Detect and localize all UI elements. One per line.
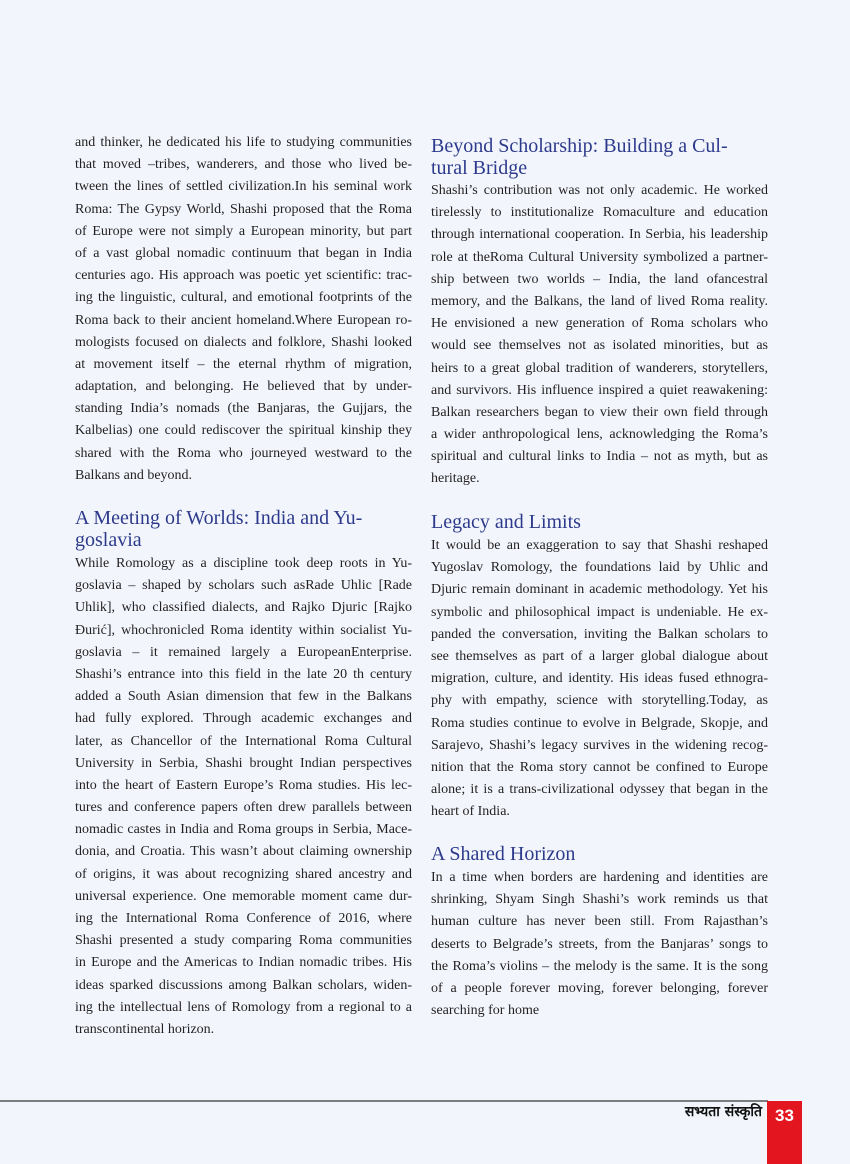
text-line: ship between two worlds – India, the land ofancestral [431,271,768,287]
text-line: searching for home [431,1003,540,1019]
text-line: heirs to a great global tradition of wanderers, storytellers, [431,360,768,376]
text-line: into the heart of Eastern Europe’s Roma studies. His lec- [75,777,412,793]
beyond-paragraph [431,180,768,491]
intro-paragraph [75,132,412,487]
section-heading-meeting-of-worlds [75,507,412,551]
text-line: of a vast global nomadic continuum that began in India [75,245,412,261]
text-line: tween the lines of settled civilization.In his seminal work [75,179,412,195]
text-line: Roma back to their ancient homeland.Where European ro- [75,312,412,328]
text-line: ing the International Roma Conference of 2016, where [75,911,412,926]
text-line: tirelessly to institutionalize Romaculture and education [431,205,768,221]
text-line: tural Bridge [431,157,528,179]
text-line: through international cooperation. In Serbia, his leadership [431,227,768,243]
text-line: and survivors. His influence inspired a quiet reawakening: [431,382,768,398]
text-line: deserts to Belgrade’s streets, from the Banjaras’ songs to [431,936,768,952]
text-line: While Romology as a discipline took deep roots in Yu- [75,556,412,571]
text-line: adaptation, and belonging. He believed that by under- [75,379,412,395]
text-line: Balkans and beyond. [75,467,193,483]
text-line: ing the intellectual lens of Romology from a regional to a [75,999,412,1015]
text-line: mologists focused on dialects and folklore, Shashi looked [75,334,412,350]
text-line: Roma studies continue to evolve in Belgrade, Skopje, and [431,715,768,731]
text-line: migration, culture, and identity. His ideas fused ethnogra- [431,671,768,687]
text-line: goslavia [75,529,142,551]
text-line: universal experience. One memorable moment came dur- [75,888,412,904]
text-line: It would be an exaggeration to say that Shashi reshaped [431,538,768,553]
page-number-box [767,1101,802,1164]
legacy-paragraph [431,535,768,823]
text-line: University in Serbia, Shashi brought Indian perspectives [75,755,412,771]
text-line: ideas sparked discussions among Balkan scholars, widen- [75,977,412,993]
text-line: In a time when borders are hardening and identities are [431,870,768,885]
text-line: Shashi’s contribution was not only academic. He worked [431,183,768,198]
text-line: Beyond Scholarship: Building a Cul- [431,135,728,157]
text-line: memory, and the Balkans, the land of lived Roma reality. [431,293,768,309]
text-line: role at theRoma Cultural University symbolized a partner- [431,249,768,265]
text-line: Yugoslav Romology, the foundations laid by Uhlic and [431,560,768,576]
text-line: A Meeting of Worlds: India and Yu- [75,507,363,529]
text-line: see themselves as part of a larger global dialogue about [431,648,768,664]
page-number: 33 [775,1106,794,1125]
text-line: ing the linguistic, cultural, and emotional footprints of the [75,290,412,306]
text-line: transcontinental horizon. [75,1021,215,1037]
footer-divider [0,1100,768,1102]
text-line: Djuric remain dominant in academic methodology. Yet his [431,582,768,598]
text-line: in Europe and the Americas to Indian nomadic tribes. His [75,955,412,971]
text-line: of a people forever moving, forever belonging, forever [431,980,768,996]
text-line: Legacy and Limits [431,511,581,533]
text-line: had fully explored. Through academic exchanges and [75,711,412,727]
text-line: later, as Chancellor of the International Roma Cultural [75,733,412,749]
text-line: tures and conference papers often drew parallels between [75,800,412,816]
magazine-name: सभ्यता संस्कृति [684,1104,762,1120]
meeting-paragraph [75,553,412,1041]
text-line: at movement itself – the eternal rhythm of migration, [75,356,412,372]
text-line: added a South Asian dimension that few in the Balkans [75,689,412,705]
text-line: shared with the Roma who journeyed westward to the [75,445,412,461]
text-line: Balkan researchers began to view their own field through [431,404,768,420]
text-line: A Shared Horizon [431,843,576,865]
text-line: alone; it is a trans-civilizational odyssey that began in the [431,782,768,798]
text-line: nition that the Roma story cannot be confined to Europe [431,759,768,775]
text-line: donia, and Croatia. This wasn’t about claiming ownership [75,844,412,860]
text-line: goslavia – shaped by scholars such asRade Uhlic [Rade [75,578,412,594]
text-line: of Europe were not simply a European minority, but part [75,223,412,239]
section-heading-shared-horizon [431,843,768,865]
text-line: heart of India. [431,804,510,820]
text-line: standing India’s nomads (the Banjaras, the Gujjars, the [75,401,412,417]
text-line: Shashi presented a study comparing Roma communities [75,933,412,949]
text-line: that moved –tribes, wanderers, and those who lived be- [75,157,412,173]
text-line: nomadic castes in India and Roma groups in Serbia, Mace- [75,822,412,838]
text-line: goslavia – it remained largely a EuropeanEnterprise. [75,644,412,660]
text-line: and thinker, he dedicated his life to studying communities [75,135,412,150]
text-line: of origins, it was about recognizing shared ancestry and [75,866,412,882]
text-line: spiritual and cultural links to India – not as myth, but as [431,449,768,465]
text-line: Kalbelias) one could rediscover the spiritual kinship they [75,423,412,439]
text-line: panded the conversation, inviting the Balkan scholars to [431,626,768,642]
text-line: Đurić], whochronicled Roma identity within socialist Yu- [75,622,412,638]
text-line: Roma: The Gypsy World, Shashi proposed that the Roma [75,201,412,217]
text-line: Uhlik], who classified dialects, and Rajko Djuric [Rajko [75,600,412,616]
text-line: He envisioned a new generation of Roma scholars who [431,316,768,332]
text-line: Shashi’s entrance into this field in the late 20 th century [75,666,412,682]
text-line: would see themselves not as isolated minorities, but as [431,338,768,354]
text-line: human culture has never been still. From Rajasthan’s [431,914,768,930]
text-line: shrinking, Shyam Singh Shashi’s work reminds us that [431,892,768,908]
text-line: symbolic and philosophical impact is undeniable. He ex- [431,604,768,620]
horizon-paragraph [431,867,768,1022]
text-line: the Roma’s violins – the melody is the same. It is the song [431,958,768,974]
text-line: a wider anthropological lens, acknowledging the Roma’s [431,427,768,443]
section-heading-beyond-scholarship [431,135,768,179]
text-line: phy with empathy, science with storytelling.Today, as [431,693,768,709]
section-heading-legacy [431,511,768,533]
text-line: centuries ago. His approach was poetic yet scientific: trac- [75,268,412,284]
text-line: Sarajevo, Shashi’s legacy survives in the widening recog- [431,737,768,753]
text-line: heritage. [431,471,480,487]
